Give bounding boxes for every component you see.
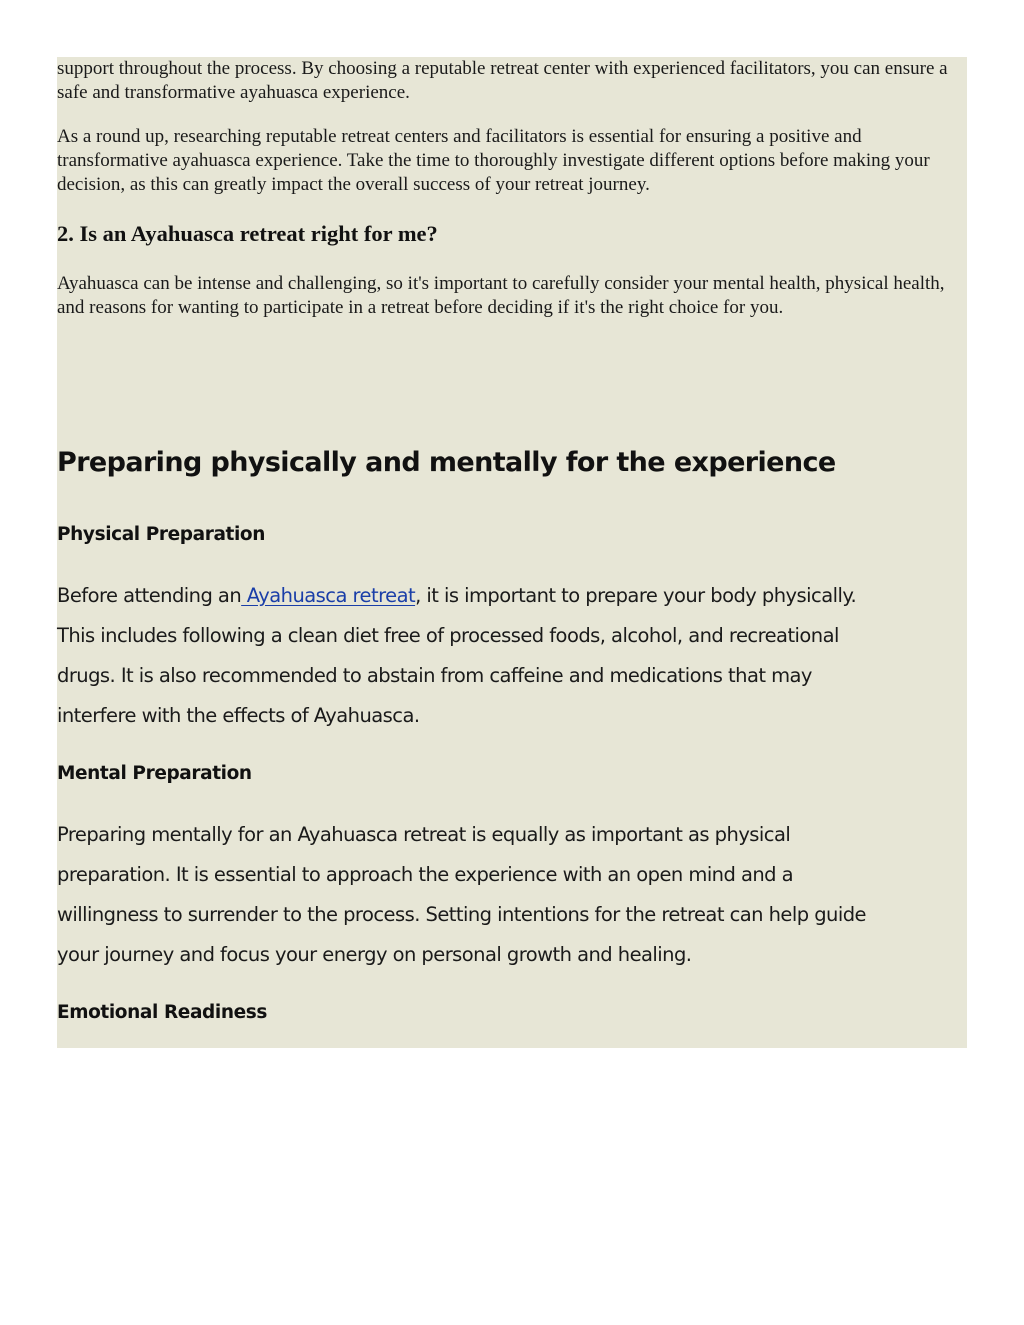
preparing-title: Preparing physically and mentally for the experience — [57, 447, 836, 478]
intro-paragraph-2: As a round up, researching reputable retreat centers and facilitators is essential for ensuring a positive and transformative ayahuasca experience. Take the time to thoroughly investigate different options before making your decision, as this can greatly impact the overall success of your retreat journey. — [57, 126, 930, 195]
physical-lead-text: Before attending an — [57, 584, 242, 607]
physical-line-3: drugs. It is also recommended to abstain from caffeine and medications that may — [57, 664, 812, 687]
ayahuasca-retreat-link[interactable]: Ayahuasca retreat — [241, 584, 416, 607]
question-body: Ayahuasca can be intense and challenging, so it's important to carefully consider your mental health, physical health, and reasons for wanting to participate in a retreat before deciding if it's the right choice for you. — [57, 273, 945, 318]
physical-line-4: interfere with the effects of Ayahuasca. — [57, 704, 420, 727]
physical-line-1 — [57, 576, 962, 616]
physical-preparation-heading: Physical Preparation — [57, 524, 266, 545]
document-page-panel — [57, 57, 967, 1048]
physical-preparation-paragraph — [57, 576, 962, 736]
mental-line-4: your journey and focus your energy on personal growth and healing. — [57, 943, 692, 966]
intro-paragraph-1: support throughout the process. By choosing a reputable retreat center with experienced facilitators, you can ensure a safe and transformative ayahuasca experience. — [57, 58, 948, 103]
physical-line-2: This includes following a clean diet free of processed foods, alcohol, and recreational — [57, 624, 839, 647]
emotional-readiness-heading: Emotional Readiness — [57, 1002, 267, 1023]
physical-line-1-rest: , it is important to prepare your body physically. — [415, 584, 857, 607]
mental-line-3: willingness to surrender to the process. Setting intentions for the retreat can help guide — [57, 903, 866, 926]
mental-line-1: Preparing mentally for an Ayahuasca retreat is equally as important as physical — [57, 823, 791, 846]
mental-preparation-heading: Mental Preparation — [57, 763, 252, 784]
question-heading: 2. Is an Ayahuasca retreat right for me? — [57, 221, 438, 246]
mental-preparation-paragraph — [57, 815, 962, 975]
mental-line-2: preparation. It is essential to approach the experience with an open mind and a — [57, 863, 794, 886]
